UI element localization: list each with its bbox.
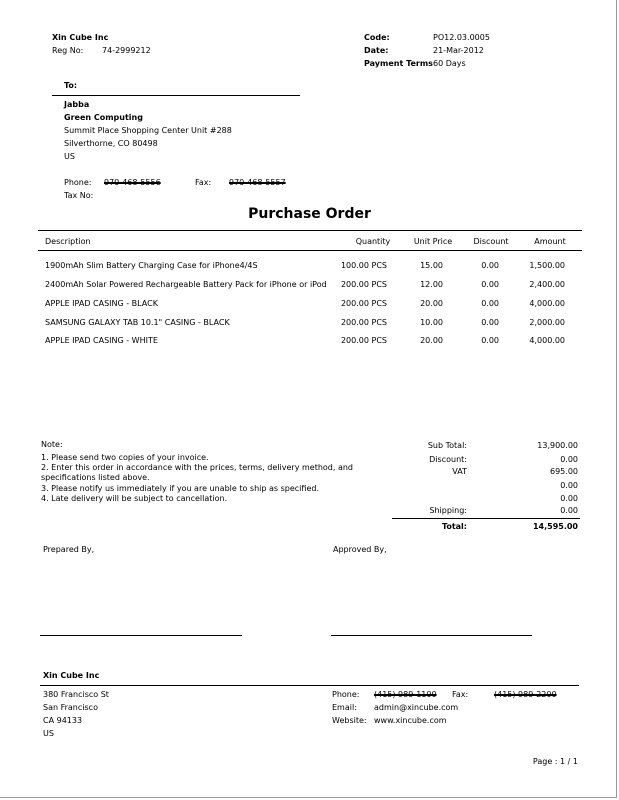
approved-signature-line — [331, 635, 532, 636]
col-header-amount: Amount — [534, 237, 566, 246]
to-name: Jabba — [64, 100, 90, 109]
cell-unit-price: 12.00 — [420, 280, 443, 289]
code-label: Code: — [364, 33, 390, 42]
date-label: Date: — [364, 46, 389, 55]
footer-website-label: Website: — [332, 716, 367, 725]
cell-quantity: 100.00 PCS — [340, 261, 387, 270]
cell-description: APPLE IPAD CASING - BLACK — [45, 299, 158, 308]
to-country: US — [64, 152, 75, 161]
total-rule — [392, 518, 580, 519]
cell-amount: 4,000.00 — [529, 336, 565, 345]
note-line: 3. Please notify us immediately if you are unable to ship as specified. — [41, 484, 319, 493]
prepared-by-label: Prepared By, — [43, 545, 95, 554]
cell-discount: 0.00 — [481, 280, 499, 289]
page-number: Page : 1 / 1 — [532, 757, 578, 766]
shipping-label: Shipping: — [429, 506, 467, 515]
cell-quantity: 200.00 PCS — [340, 299, 387, 308]
col-header-quantity: Quantity — [355, 237, 391, 246]
cell-description: 1900mAh Slim Battery Charging Case for iPhone4/4S — [45, 261, 258, 270]
note-line: 1. Please send two copies of your invoice. — [41, 453, 209, 462]
cell-amount: 2,000.00 — [529, 318, 565, 327]
footer-country: US — [43, 729, 54, 738]
footer-address-line1: 380 Francisco St — [43, 690, 109, 699]
table-header-rule — [38, 250, 582, 251]
to-phone-value: 970-468-5556 — [104, 178, 161, 187]
shipping-value: 0.00 — [560, 506, 578, 515]
terms-label: Payment Terms — [364, 59, 433, 68]
cell-description: SAMSUNG GALAXY TAB 10.1" CASING - BLACK — [45, 318, 230, 327]
footer-company-name: Xin Cube Inc — [43, 671, 100, 680]
to-fax-label: Fax: — [195, 178, 212, 187]
prepared-signature-line — [40, 635, 242, 636]
cell-discount: 0.00 — [481, 318, 499, 327]
to-address-line2: Silverthorne, CO 80498 — [64, 139, 158, 148]
cell-quantity: 200.00 PCS — [340, 318, 387, 327]
cell-amount: 1,500.00 — [529, 261, 565, 270]
total-value: 14,595.00 — [532, 522, 578, 531]
cell-discount: 0.00 — [481, 261, 499, 270]
extra-charge-value: 0.00 — [560, 481, 578, 490]
document-title: Purchase Order — [248, 206, 371, 222]
code-value: PO12.03.0005 — [433, 33, 490, 42]
footer-website-value: www.xincube.com — [374, 716, 447, 725]
discount-value: 0.00 — [560, 455, 578, 464]
extra-charge-value: 0.00 — [560, 494, 578, 503]
footer-rule — [40, 685, 579, 686]
footer-fax-value: (415) 989-2200 — [494, 690, 557, 699]
cell-amount: 2,400.00 — [529, 280, 565, 289]
table-top-rule — [38, 230, 582, 231]
to-company: Green Computing — [64, 113, 143, 122]
vat-label: VAT — [452, 467, 467, 476]
reg-number: 74-2999212 — [102, 46, 151, 55]
to-divider — [52, 95, 300, 96]
discount-label: Discount: — [429, 455, 467, 464]
cell-quantity: 200.00 PCS — [340, 336, 387, 345]
to-phone-label: Phone: — [64, 178, 92, 187]
total-label: Total: — [441, 522, 467, 531]
cell-unit-price: 20.00 — [420, 299, 443, 308]
subtotal-value: 13,900.00 — [537, 441, 578, 450]
footer-address-line3: CA 94133 — [43, 716, 83, 725]
terms-value: 60 Days — [433, 59, 466, 68]
reg-label: Reg No: — [52, 46, 84, 55]
footer-email-label: Email: — [332, 703, 357, 712]
date-value: 21-Mar-2012 — [433, 46, 484, 55]
col-header-unit-price: Unit Price — [413, 237, 453, 246]
vat-value: 695.00 — [550, 467, 578, 476]
footer-email-value: admin@xincube.com — [374, 703, 459, 712]
note-line: 2. Enter this order in accordance with the prices, terms, delivery method, and — [41, 463, 354, 472]
footer-fax-label: Fax: — [452, 690, 469, 699]
note-line: specifications listed above. — [41, 473, 150, 482]
cell-discount: 0.00 — [481, 299, 499, 308]
to-fax-value: 970-468-5557 — [229, 178, 286, 187]
to-address-line1: Summit Place Shopping Center Unit #288 — [64, 126, 232, 135]
note-label: Note: — [41, 440, 63, 449]
cell-amount: 4,000.00 — [529, 299, 565, 308]
approved-by-label: Approved By, — [333, 545, 387, 554]
company-name: Xin Cube Inc — [52, 33, 109, 42]
footer-phone-value: (415) 989-1100 — [374, 690, 437, 699]
cell-description: APPLE IPAD CASING - WHITE — [45, 336, 158, 345]
tax-label: Tax No: — [64, 191, 94, 200]
col-header-discount: Discount — [473, 237, 509, 246]
cell-unit-price: 10.00 — [420, 318, 443, 327]
cell-unit-price: 15.00 — [420, 261, 443, 270]
cell-unit-price: 20.00 — [420, 336, 443, 345]
col-header-description: Description — [45, 237, 91, 246]
cell-description: 2400mAh Solar Powered Rechargeable Battery Pack for iPhone or iPod — [45, 280, 327, 289]
footer-address-line2: San Francisco — [43, 703, 98, 712]
cell-quantity: 200.00 PCS — [340, 280, 387, 289]
cell-discount: 0.00 — [481, 336, 499, 345]
to-label: To: — [64, 81, 78, 90]
footer-phone-label: Phone: — [332, 690, 360, 699]
note-line: 4. Late delivery will be subject to cancellation. — [41, 494, 228, 503]
subtotal-label: Sub Total: — [427, 441, 467, 450]
